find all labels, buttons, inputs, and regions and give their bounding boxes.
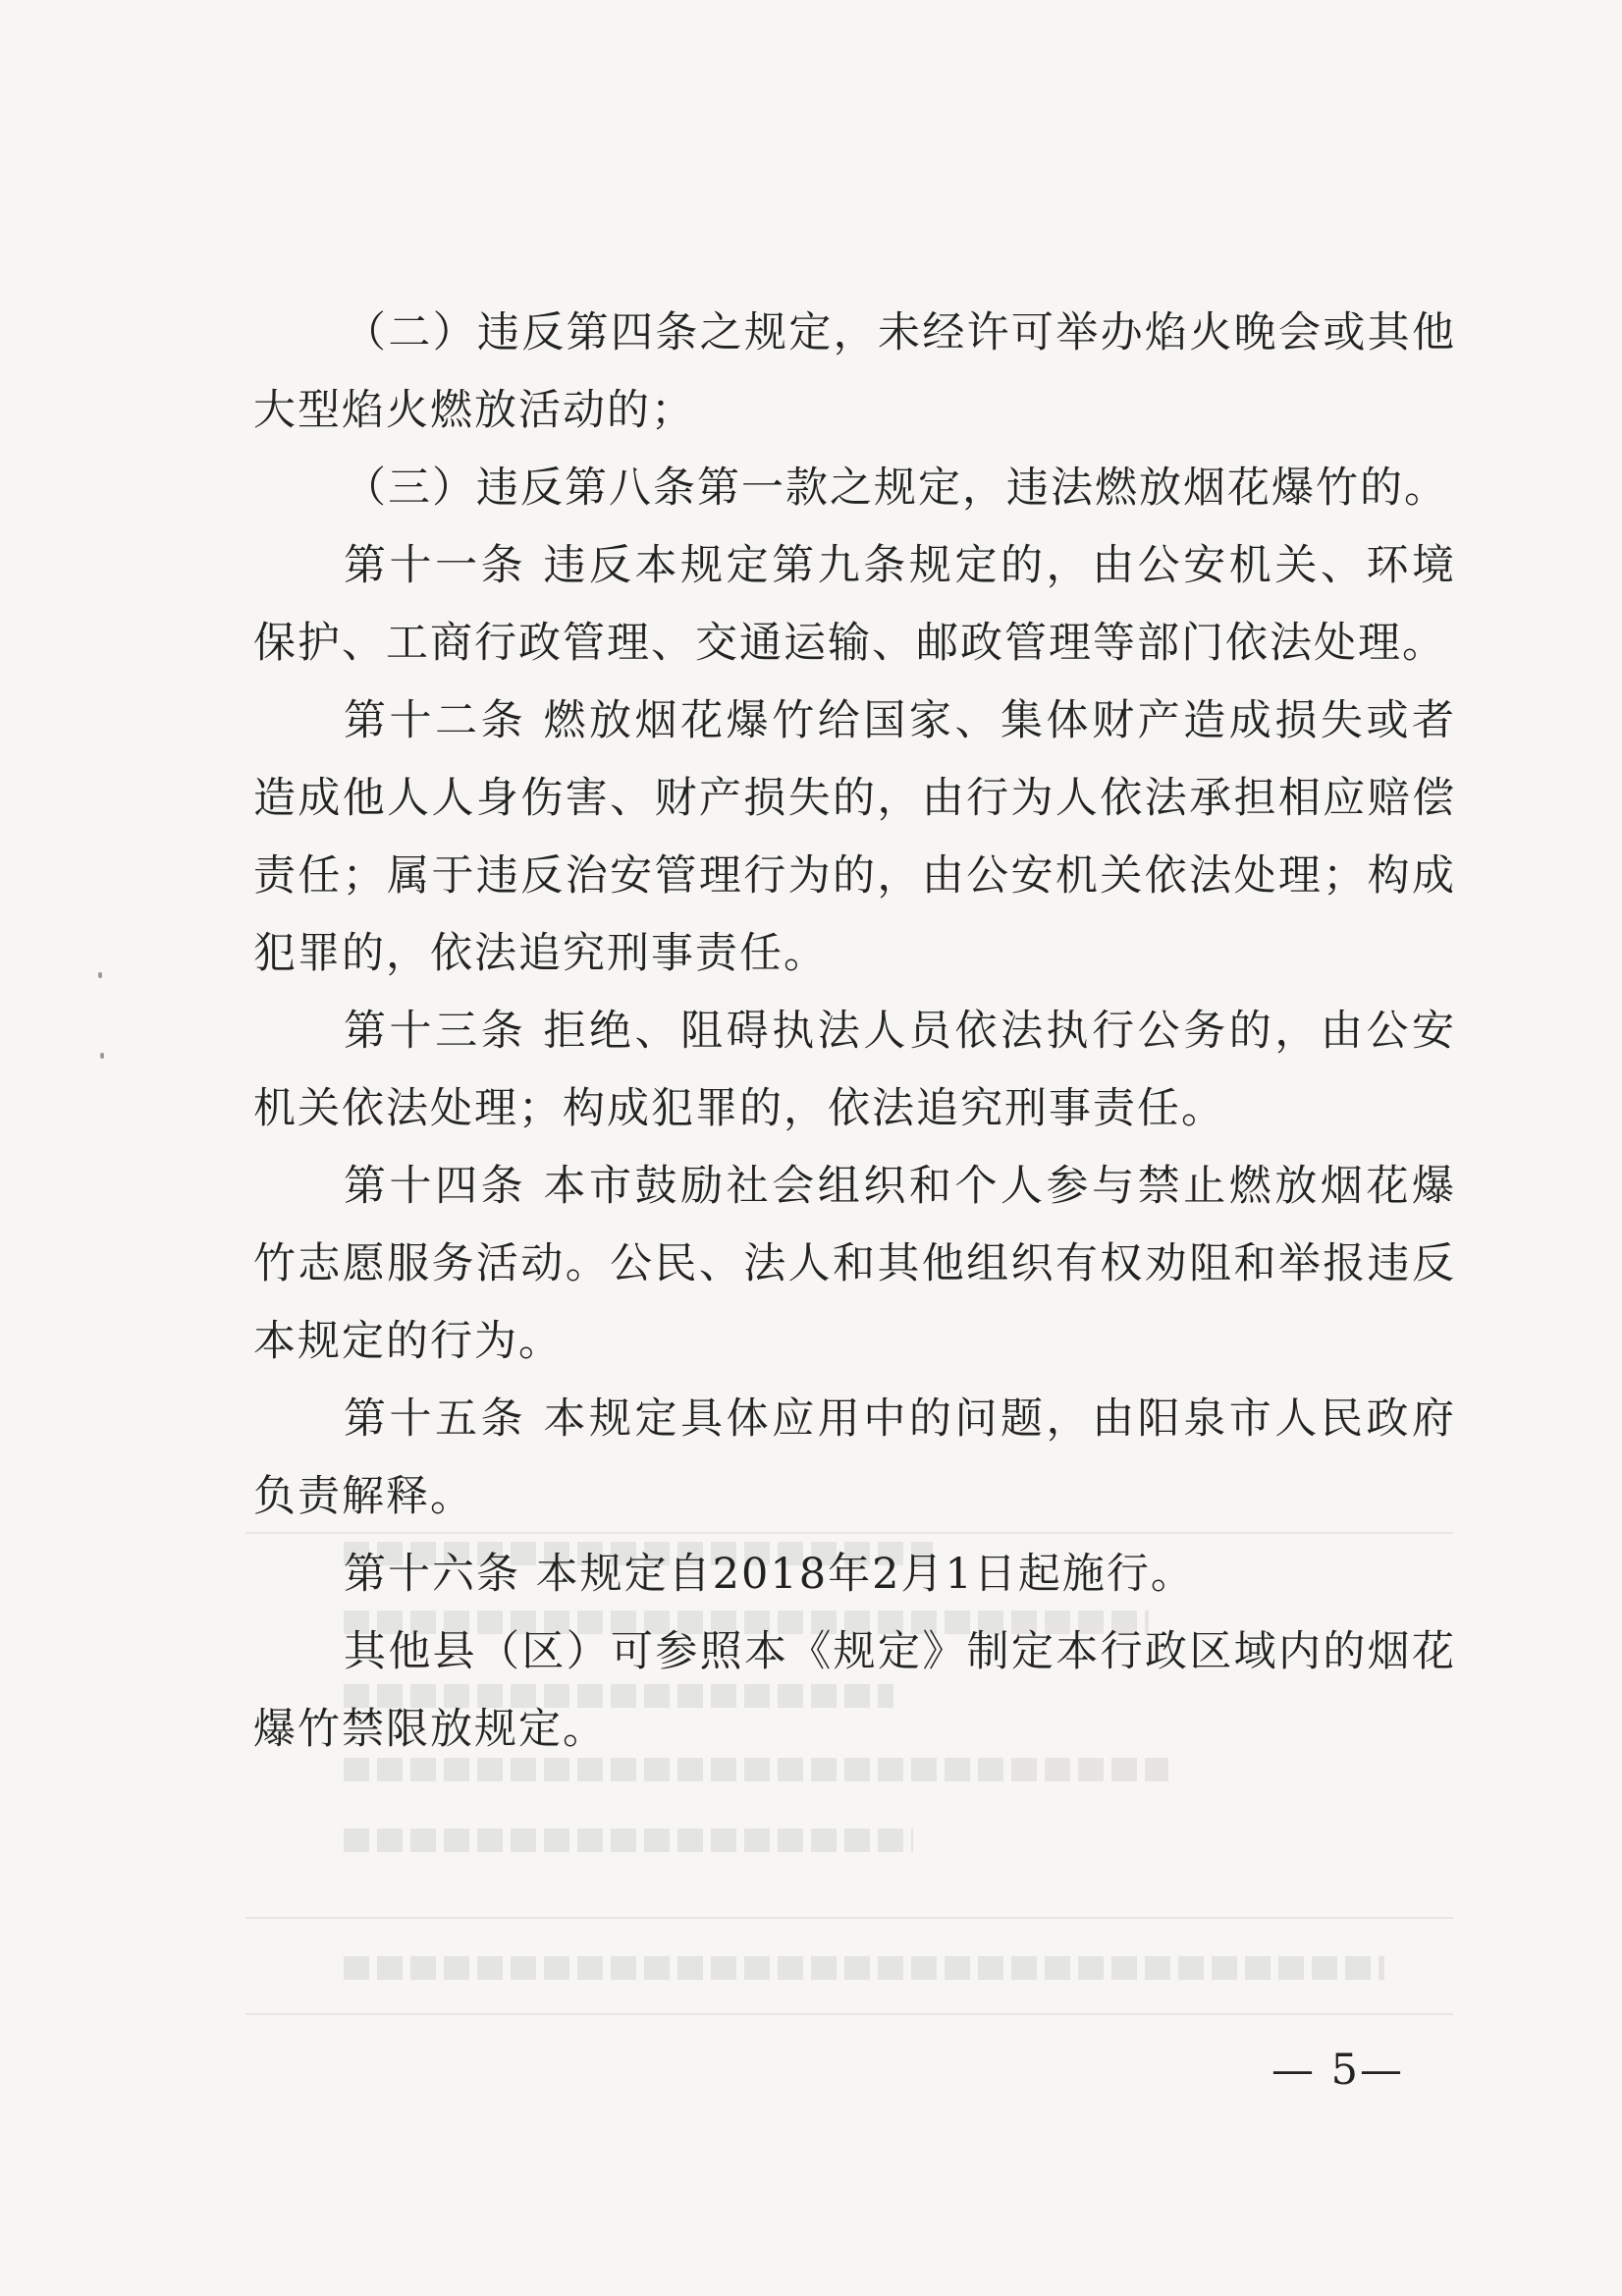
article-16: 第十六条 本规定自2018年2月1日起施行。 (344, 1550, 1195, 1599)
article-13: 第十三条 拒绝、阻碍执法人员依法执行公务的，由公安机关依法处理；构成犯罪的，依法追究刑事责任。 (253, 1007, 1456, 1133)
article-12: 第十二条 燃放烟花爆竹给国家、集体财产造成损失或者造成他人人身伤害、财产损失的，由行为人依法承担相应赔偿责任；属于违反治安管理行为的，由公安机关依法处理；构成犯罪的，依法追究刑事责任。 (253, 696, 1456, 978)
bleed-line (245, 2013, 1453, 2015)
page-number: — 5— (1271, 2046, 1405, 2095)
article-15: 第十五条 本规定具体应用中的问题，由阳泉市人民政府负责解释。 (253, 1394, 1456, 1521)
scan-speck (100, 1053, 104, 1059)
document-body (253, 295, 1456, 1769)
article-11: 第十一条 违反本规定第九条规定的，由公安机关、环境保护、工商行政管理、交通运输、邮政管理等部门依法处理。 (253, 541, 1456, 668)
article-14: 第十四条 本市鼓励社会组织和个人参与禁止燃放烟花爆竹志愿服务活动。公民、法人和其他组织有权劝阻和举报违反本规定的行为。 (253, 1162, 1456, 1366)
paragraph-item-3: （三）违反第八条第一款之规定，违法燃放烟花爆竹的。 (344, 464, 1448, 513)
bleed-text (344, 1829, 913, 1852)
paragraph-item-2: （二）违反第四条之规定，未经许可举办焰火晚会或其他大型焰火燃放活动的； (253, 308, 1456, 435)
scan-speck (98, 972, 102, 978)
closing-note: 其他县（区）可参照本《规定》制定本行政区域内的烟花爆竹禁限放规定。 (253, 1627, 1456, 1754)
bleed-text (344, 1956, 1384, 1980)
bleed-line (245, 1917, 1453, 1919)
